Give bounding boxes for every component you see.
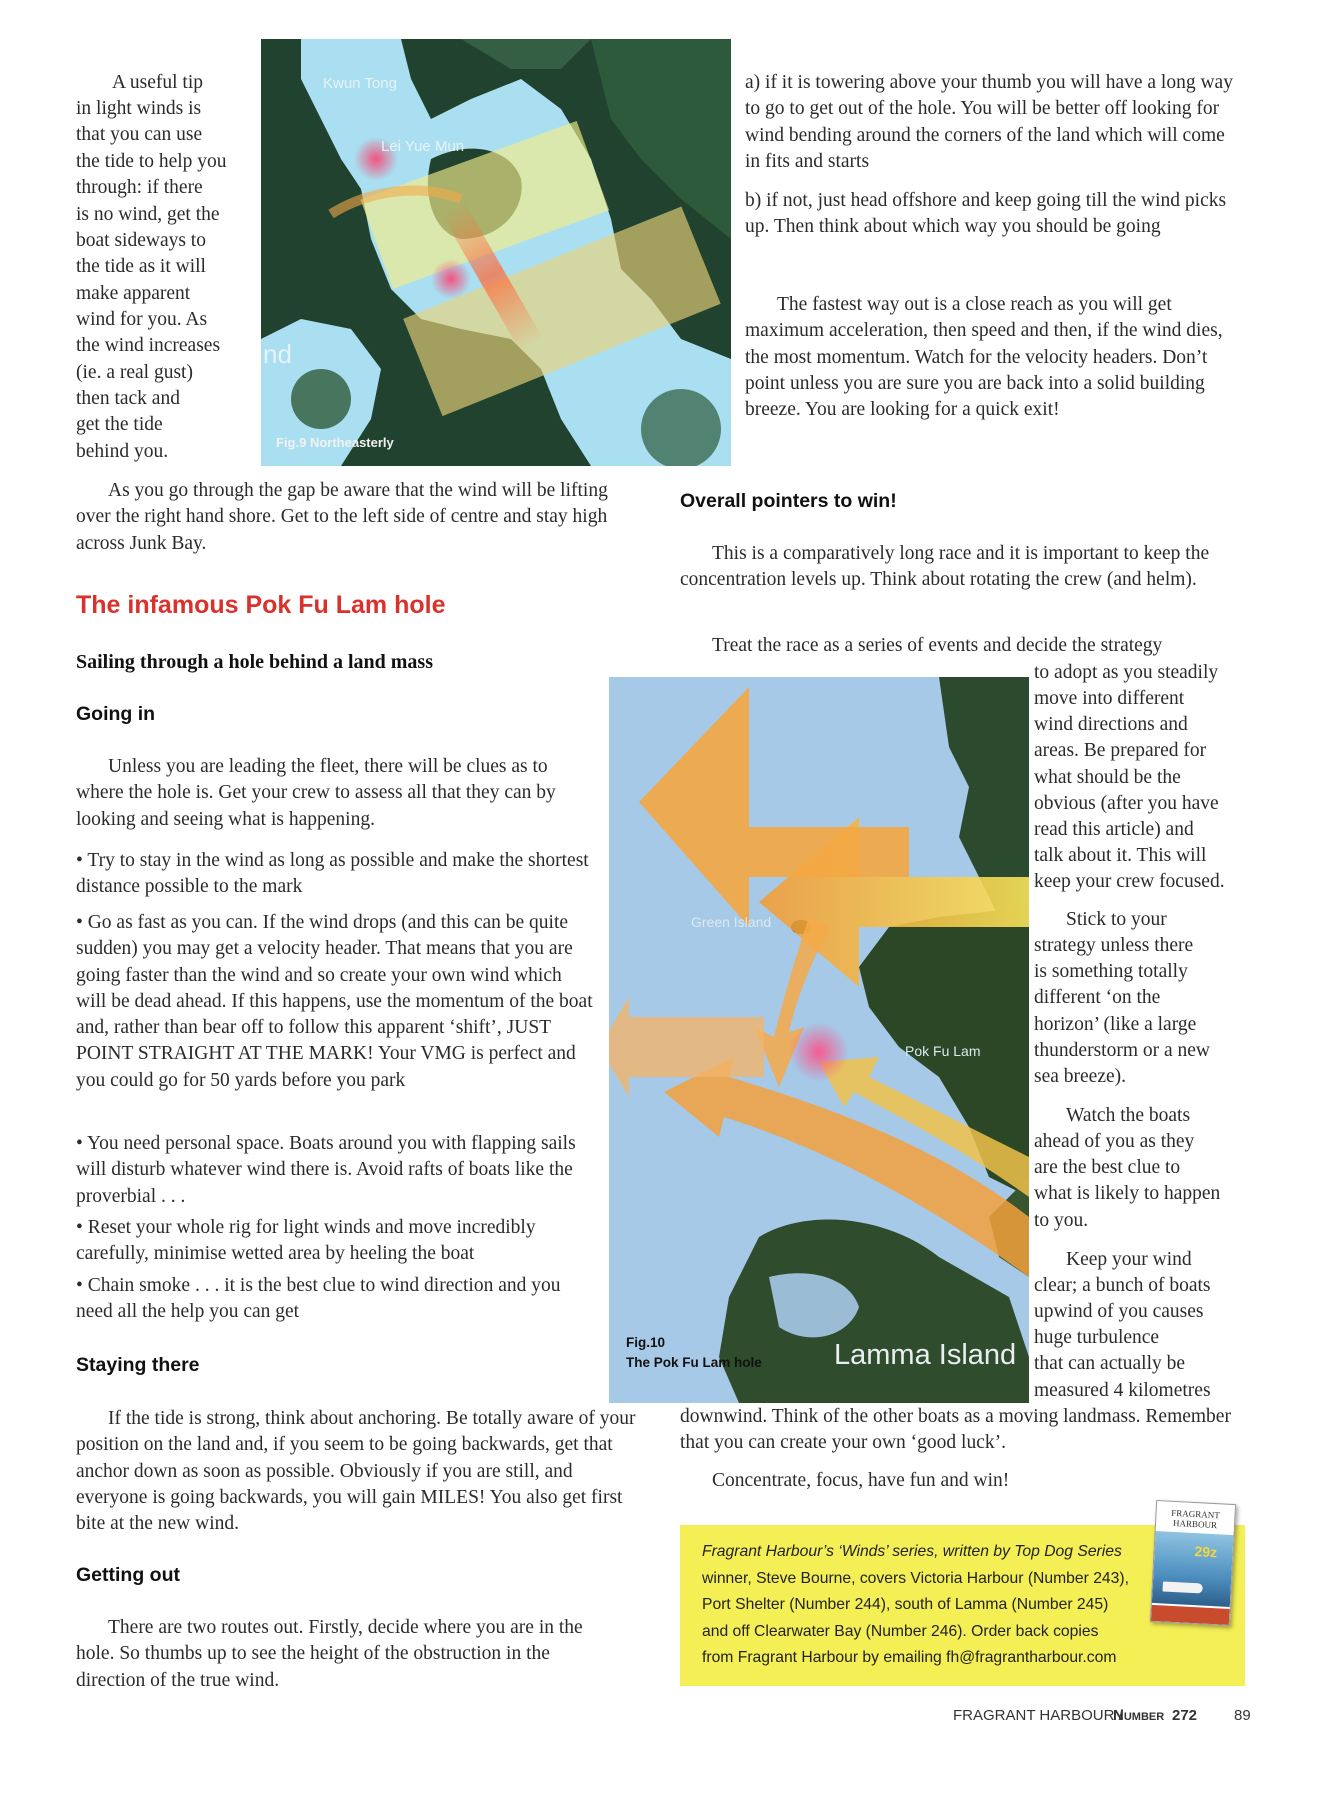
bullet-item: • Try to stay in the wind as long as possible and make the shortest distance possible to the mark	[76, 850, 589, 898]
promo-email-line: from Fragrant Harbour by emailing fh@fragrantharbour.com	[702, 1649, 1117, 1666]
wrap-line: Watch the boats	[1066, 1105, 1191, 1126]
tip-line: the tide as it will	[76, 256, 206, 277]
gap-paragraph: As you go through the gap be aware that the wind will be lifting over the right hand shore. Get to the left side of centre and stay high across Junk Bay.	[76, 480, 608, 554]
tip-line: A useful tip	[112, 72, 203, 93]
wrap-line: Keep your wind	[1066, 1249, 1192, 1270]
item-a: a) if it is towering above your thumb you will have a long way to go to get out of the hole. You will be better off looking for wind bending around the corners of the land which will come in fits and starts	[745, 72, 1233, 172]
wrap-line: huge turbulence	[1034, 1327, 1160, 1348]
wrap-line: what is likely to happen	[1034, 1183, 1221, 1204]
cover-image	[1152, 1531, 1234, 1607]
footer-number: 272	[1172, 1707, 1198, 1724]
wrap-line: strategy unless there	[1034, 935, 1194, 956]
tip-line: that you can use	[76, 124, 203, 145]
wrap-line: clear; a bunch of boats	[1034, 1275, 1211, 1296]
wrap-line: different ‘on the	[1034, 987, 1161, 1008]
wrap-line: talk about it. This will	[1034, 845, 1207, 866]
item-b: b) if not, just head offshore and keep going till the wind picks up. Then think about which way you should be going	[745, 190, 1227, 238]
cover-number: 29z	[1194, 1543, 1218, 1561]
cover-footer-strip	[1151, 1605, 1230, 1625]
tip-line: behind you.	[76, 441, 169, 462]
tip-line: the wind increases	[76, 335, 221, 356]
tip-line: is no wind, get the	[76, 204, 220, 225]
wrap-line: Stick to your	[1066, 909, 1167, 930]
fig10-map-graphic	[609, 677, 1029, 1403]
page-number: 89	[1234, 1707, 1251, 1724]
getting-out-paragraph: There are two routes out. Firstly, decide where you are in the hole. So thumbs up to see the height of the obstruction in the direction of the true wind.	[76, 1617, 583, 1691]
wrap-line: wind directions and	[1034, 714, 1188, 735]
map-label-nd: nd	[263, 339, 292, 369]
wrap-line: is something totally	[1034, 961, 1188, 982]
pointers-heading: Overall pointers to win!	[680, 490, 897, 512]
promo-line	[702, 1539, 1132, 1566]
wrap-line: obvious (after you have	[1034, 793, 1219, 814]
going-in-heading: Going in	[76, 703, 156, 725]
bullet-item: • You need personal space. Boats around you with flapping sails will disturb whatever wind there is. Avoid rafts of boats like the proverbial . . .	[76, 1133, 576, 1207]
section-subtitle: Sailing through a hole behind a land mass	[76, 651, 433, 673]
tip-line: through: if there	[76, 177, 203, 198]
wrap-line: move into different	[1034, 688, 1185, 709]
long-race-paragraph: This is a comparatively long race and it is important to keep the concentration levels up. Think about rotating the crew (and helm).	[680, 543, 1210, 591]
fig10-caption-number: Fig.10	[626, 1335, 666, 1350]
wrap-line: read this article) and	[1034, 819, 1194, 840]
map-label-lei-yue-mun: Lei Yue Mun	[381, 138, 465, 155]
promo-line: Port Shelter (Number 244), south of Lamma (Number 245)	[702, 1596, 1109, 1613]
fig9-map	[261, 39, 731, 466]
fastest-way-paragraph: The fastest way out is a close reach as you will get maximum acceleration, then speed and then, if the wind dies, the most momentum. Watch for the velocity headers. Don’t point unless you are sure you are back into a solid building breeze. You are looking for a quick exit!	[745, 294, 1223, 421]
cover-title: FRAGRANT HARBOUR	[1171, 1507, 1221, 1531]
going-in-paragraph: Unless you are leading the fleet, there will be clues as to where the hole is. Get your crew to assess all that they can by looking and seeing what is happening.	[76, 756, 556, 830]
wrap-line: measured 4 kilometres	[1034, 1380, 1211, 1401]
cover-boat	[1162, 1581, 1202, 1593]
wrap-line: are the best clue to	[1034, 1157, 1181, 1178]
wrap-line: keep your crew focused.	[1034, 871, 1225, 892]
map-label-green-island: Green Island	[691, 914, 772, 930]
fig9-caption: Fig.9 Northeasterly	[276, 435, 394, 450]
fig10-map	[609, 677, 1029, 1403]
wrap-line: what should be the	[1034, 767, 1181, 788]
tip-line: boat sideways to	[76, 230, 206, 251]
wrap-line: to you.	[1034, 1210, 1089, 1231]
map-label-kwun-tong: Kwun Tong	[323, 75, 397, 92]
wrap-line: that can actually be	[1034, 1353, 1186, 1374]
treat-line: Treat the race as a series of events and decide the strategy	[712, 635, 1163, 656]
bullet-item: • Go as fast as you can. If the wind drops (and this can be quite sudden) you may get a velocity header. That means that you are going faster than the wind and so create your own wind which will be dead ahead. If this happens, use the momentum of the boat and, rather than bear off to follow this apparent ‘shift’, JUST POINT STRAIGHT AT THE MARK! Your VMG is perfect and you could go for 50 yards before you park	[76, 912, 593, 1091]
footer-magazine: FRAGRANT HARBOUR /	[953, 1707, 1123, 1724]
tip-line: the tide to help you	[76, 151, 227, 172]
tip-line: in light winds is	[76, 98, 202, 119]
staying-there-heading: Staying there	[76, 1354, 200, 1376]
getting-out-heading: Getting out	[76, 1564, 180, 1586]
bullet-item: • Chain smoke . . . it is the best clue to wind direction and you need all the help you can get	[76, 1275, 561, 1323]
promo-line-text: Fragrant Harbour’s ‘Winds’ series, written by Top Dog Series	[702, 1543, 1122, 1560]
promo-line: winner, Steve Bourne, covers Victoria Harbour (Number 243),	[702, 1569, 1129, 1587]
tip-line: then tack and	[76, 388, 180, 409]
wrap-line: upwind of you causes	[1034, 1301, 1204, 1322]
wrap-line: sea breeze).	[1034, 1066, 1127, 1087]
wrap-line: to adopt as you steadily	[1034, 662, 1219, 683]
concentrate-line: Concentrate, focus, have fun and win!	[712, 1470, 1010, 1491]
fig10-caption-title: The Pok Fu Lam hole	[626, 1355, 762, 1370]
downwind-paragraph: downwind. Think of the other boats as a moving landmass. Remember that you can create your own ‘good luck’.	[680, 1406, 1231, 1454]
fig9-map-graphic	[261, 39, 731, 466]
wrap-line: horizon’ (like a large	[1034, 1014, 1197, 1035]
tip-line: get the tide	[76, 414, 163, 435]
tip-line: (ie. a real gust)	[76, 362, 193, 383]
map-label-lamma-island: Lamma Island	[834, 1339, 1017, 1371]
tip-line: make apparent	[76, 283, 191, 304]
promo-box	[680, 1507, 1245, 1686]
staying-there-paragraph: If the tide is strong, think about anchoring. Be totally aware of your position on the land and, if you seem to be going backwards, get that anchor down as soon as possible. Obviously if you are still, and everyone is going backwards, you will gain MILES! You also get first bite at the new wind.	[76, 1408, 636, 1535]
section-title: The infamous Pok Fu Lam hole	[76, 591, 446, 619]
tip-line: wind for you. As	[76, 309, 208, 330]
footer-number-label: Number	[1113, 1707, 1165, 1724]
wrap-line: areas. Be prepared for	[1034, 740, 1207, 761]
wrap-line: thunderstorm or a new	[1034, 1040, 1210, 1061]
map-label-pok-fu-lam: Pok Fu Lam	[905, 1043, 981, 1059]
magazine-cover-thumbnail	[1150, 1500, 1236, 1626]
promo-text	[702, 1539, 1132, 1672]
promo-line: and off Clearwater Bay (Number 246). Order back copies	[702, 1622, 1099, 1640]
wrap-line: ahead of you as they	[1034, 1131, 1195, 1152]
bullet-item: • Reset your whole rig for light winds and move incredibly carefully, minimise wetted area by heeling the boat	[76, 1217, 536, 1265]
